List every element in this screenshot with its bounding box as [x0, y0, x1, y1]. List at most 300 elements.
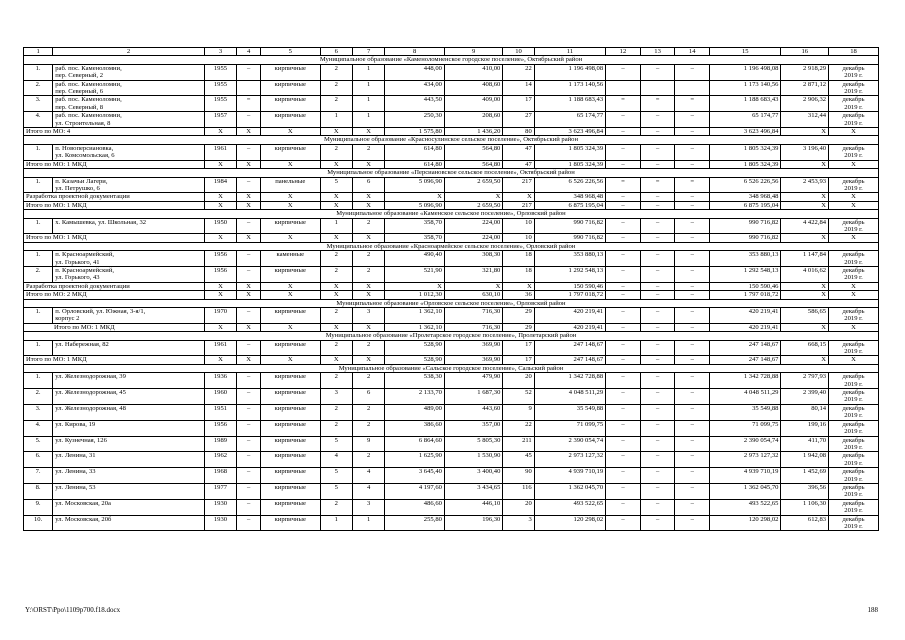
- building-cell: 4 048 511,29: [710, 389, 781, 405]
- building-cell: 1: [320, 515, 352, 531]
- municipality-title: Муниципальное образование «Красноармейское сельское поселение», Орловский район: [24, 242, 879, 250]
- building-cell: –: [640, 340, 675, 356]
- building-cell: 8.: [24, 483, 53, 499]
- building-cell: –: [237, 373, 261, 389]
- building-cell: 1: [352, 96, 384, 112]
- building-cell: 1 196 498,08: [534, 64, 605, 80]
- building-cell: 1 687,30: [444, 389, 502, 405]
- building-cell: декабрь 2019 г.: [829, 420, 879, 436]
- total-cell: –: [606, 201, 641, 209]
- municipality-header-row: [24, 242, 879, 250]
- building-cell: 1955: [204, 64, 236, 80]
- total-cell: 1 362,10: [385, 323, 445, 331]
- total-cell: X: [204, 234, 236, 242]
- total-cell: X: [260, 201, 320, 209]
- total-cell: X: [237, 282, 261, 290]
- building-cell: 18: [503, 266, 534, 282]
- total-cell: X: [352, 291, 384, 299]
- building-cell: ул. Кузнечная, 126: [53, 436, 205, 452]
- building-cell: 1.: [24, 373, 53, 389]
- total-cell: X: [260, 193, 320, 201]
- total-cell: X: [829, 282, 879, 290]
- building-cell: 211: [503, 436, 534, 452]
- total-cell: 29: [503, 323, 534, 331]
- total-cell: X: [260, 356, 320, 364]
- total-cell: X: [781, 323, 829, 331]
- building-cell: –: [237, 308, 261, 324]
- building-cell: 2: [320, 340, 352, 356]
- total-cell: X: [781, 193, 829, 201]
- building-cell: –: [640, 266, 675, 282]
- municipality-title: Муниципальное образование «Пролетарское городское поселение», Пролетарский район: [24, 332, 879, 340]
- building-cell: декабрь 2019 г.: [829, 404, 879, 420]
- column-number-cell: 11: [534, 48, 605, 56]
- building-cell: 1957: [204, 112, 236, 128]
- total-cell: X: [320, 323, 352, 331]
- building-row: [24, 468, 879, 484]
- building-cell: п. Красноармейский, ул. Горького, 41: [53, 251, 205, 267]
- building-cell: 4: [320, 452, 352, 468]
- building-cell: 1.: [24, 144, 53, 160]
- building-cell: 434,00: [385, 80, 445, 96]
- building-cell: 2.: [24, 266, 53, 282]
- total-cell: X: [204, 356, 236, 364]
- building-cell: –: [606, 218, 641, 234]
- building-cell: кирпичные: [260, 452, 320, 468]
- building-cell: 35 549,88: [534, 404, 605, 420]
- total-cell: 564,80: [444, 160, 502, 168]
- building-cell: –: [237, 266, 261, 282]
- building-row: [24, 251, 879, 267]
- building-cell: 411,70: [781, 436, 829, 452]
- municipality-header-row: [24, 210, 879, 218]
- total-cell: –: [675, 282, 710, 290]
- total-cell: X: [781, 201, 829, 209]
- building-cell: 1 805 324,39: [710, 144, 781, 160]
- building-cell: 5: [320, 177, 352, 193]
- building-cell: 80,14: [781, 404, 829, 420]
- building-cell: 410,00: [444, 64, 502, 80]
- total-cell: X: [204, 193, 236, 201]
- total-cell: 150 590,46: [534, 282, 605, 290]
- building-cell: –: [675, 452, 710, 468]
- building-cell: 2.: [24, 80, 53, 96]
- total-cell: 614,80: [385, 160, 445, 168]
- building-cell: [640, 80, 675, 96]
- column-number-cell: 6: [320, 48, 352, 56]
- municipality-header-row: [24, 299, 879, 307]
- building-cell: 2: [352, 251, 384, 267]
- total-cell: –: [675, 160, 710, 168]
- total-cell: X: [320, 234, 352, 242]
- building-cell: 247 148,67: [534, 340, 605, 356]
- building-cell: 4 048 511,29: [534, 389, 605, 405]
- total-cell: 47: [503, 160, 534, 168]
- building-cell: 1968: [204, 468, 236, 484]
- building-cell: кирпичные: [260, 112, 320, 128]
- building-cell: –: [640, 452, 675, 468]
- building-cell: –: [675, 218, 710, 234]
- total-cell: –: [606, 282, 641, 290]
- total-cell: X: [444, 282, 502, 290]
- building-cell: –: [606, 389, 641, 405]
- building-cell: 1 188 683,43: [710, 96, 781, 112]
- building-cell: 2 390 054,74: [534, 436, 605, 452]
- building-cell: 353 880,13: [710, 251, 781, 267]
- building-cell: 9: [352, 436, 384, 452]
- building-row: [24, 499, 879, 515]
- building-cell: 4 939 710,19: [534, 468, 605, 484]
- municipality-title: Муниципальное образование «Красносулинское сельское поселение», Октябрьский район: [24, 136, 879, 144]
- total-row: [24, 282, 879, 290]
- building-cell: 353 880,13: [534, 251, 605, 267]
- building-cell: 2 797,93: [781, 373, 829, 389]
- total-cell: X: [204, 282, 236, 290]
- building-cell: [237, 80, 261, 96]
- municipality-header-row: [24, 364, 879, 372]
- building-cell: –: [675, 64, 710, 80]
- total-cell: 420 219,41: [710, 323, 781, 331]
- building-cell: 1970: [204, 308, 236, 324]
- building-cell: 1 292 548,13: [534, 266, 605, 282]
- building-cell: –: [606, 468, 641, 484]
- building-cell: –: [237, 112, 261, 128]
- building-cell: 1950: [204, 218, 236, 234]
- total-cell: X: [352, 282, 384, 290]
- total-cell: X: [237, 323, 261, 331]
- building-cell: 2 918,29: [781, 64, 829, 80]
- total-cell: X: [260, 291, 320, 299]
- building-cell: =: [640, 96, 675, 112]
- building-cell: 2: [320, 64, 352, 80]
- building-cell: 443,60: [444, 404, 502, 420]
- total-cell: –: [640, 323, 675, 331]
- building-cell: 120 298,02: [710, 515, 781, 531]
- total-cell: 1 797 018,72: [710, 291, 781, 299]
- total-cell: –: [606, 160, 641, 168]
- total-cell: –: [640, 193, 675, 201]
- total-cell: X: [352, 128, 384, 136]
- building-cell: кирпичные: [260, 420, 320, 436]
- municipality-header-row: [24, 56, 879, 64]
- building-cell: –: [640, 468, 675, 484]
- building-row: [24, 266, 879, 282]
- building-cell: –: [237, 452, 261, 468]
- building-cell: 538,30: [385, 373, 445, 389]
- total-cell: X: [237, 356, 261, 364]
- total-cell: X: [204, 291, 236, 299]
- column-number-cell: 13: [640, 48, 675, 56]
- building-cell: =: [606, 96, 641, 112]
- building-cell: 196,30: [444, 515, 502, 531]
- total-cell: X: [352, 234, 384, 242]
- building-cell: 2: [320, 80, 352, 96]
- building-cell: 396,56: [781, 483, 829, 499]
- building-cell: 2: [352, 266, 384, 282]
- building-cell: кирпичные: [260, 483, 320, 499]
- total-cell: X: [204, 323, 236, 331]
- total-cell: X: [829, 234, 879, 242]
- building-cell: 22: [503, 420, 534, 436]
- building-cell: 2 871,12: [781, 80, 829, 96]
- building-cell: 224,00: [444, 218, 502, 234]
- building-cell: –: [606, 64, 641, 80]
- building-row: [24, 452, 879, 468]
- total-cell: X: [352, 201, 384, 209]
- column-number-cell: 15: [710, 48, 781, 56]
- building-cell: 90: [503, 468, 534, 484]
- building-cell: –: [675, 251, 710, 267]
- building-cell: 5: [320, 483, 352, 499]
- building-cell: 2: [320, 404, 352, 420]
- building-cell: ул. Железнодорожная, 48: [53, 404, 205, 420]
- building-cell: –: [606, 452, 641, 468]
- building-cell: 1.: [24, 177, 53, 193]
- total-cell: 1 797 018,72: [534, 291, 605, 299]
- total-cell: 716,30: [444, 323, 502, 331]
- building-cell: 2 973 127,32: [534, 452, 605, 468]
- column-number-cell: 10: [503, 48, 534, 56]
- building-cell: кирпичные: [260, 266, 320, 282]
- building-cell: –: [640, 144, 675, 160]
- total-row: [24, 291, 879, 299]
- building-cell: 4.: [24, 112, 53, 128]
- building-cell: 1960: [204, 389, 236, 405]
- building-cell: кирпичные: [260, 468, 320, 484]
- building-cell: 1930: [204, 515, 236, 531]
- total-cell: X: [237, 128, 261, 136]
- building-cell: 2: [320, 96, 352, 112]
- building-cell: кирпичные: [260, 389, 320, 405]
- building-cell: 312,44: [781, 112, 829, 128]
- total-cell: –: [606, 356, 641, 364]
- building-cell: 1962: [204, 452, 236, 468]
- building-cell: 1 292 548,13: [710, 266, 781, 282]
- building-cell: 3.: [24, 96, 53, 112]
- building-cell: 2: [320, 251, 352, 267]
- building-cell: –: [237, 436, 261, 452]
- building-cell: 1977: [204, 483, 236, 499]
- building-cell: 5: [320, 436, 352, 452]
- building-cell: =: [640, 177, 675, 193]
- municipality-header-row: [24, 332, 879, 340]
- building-cell: 47: [503, 144, 534, 160]
- total-cell: 990 716,82: [534, 234, 605, 242]
- building-cell: =: [606, 177, 641, 193]
- total-cell: –: [675, 323, 710, 331]
- column-number-cell: 8: [385, 48, 445, 56]
- total-cell: X: [237, 193, 261, 201]
- building-cell: –: [237, 218, 261, 234]
- total-cell: 1 012,30: [385, 291, 445, 299]
- building-cell: ул. Ленина, 53: [53, 483, 205, 499]
- total-cell: 150 590,46: [710, 282, 781, 290]
- building-cell: 255,80: [385, 515, 445, 531]
- total-cell: X: [260, 234, 320, 242]
- total-cell: –: [606, 234, 641, 242]
- building-cell: п. Казачьи Лагери, ул. Петрушко, 6: [53, 177, 205, 193]
- building-cell: –: [640, 308, 675, 324]
- total-label: Итого по МО: 1 МКД: [24, 234, 205, 242]
- total-cell: X: [320, 193, 352, 201]
- building-cell: –: [606, 515, 641, 531]
- building-cell: декабрь 2019 г.: [829, 266, 879, 282]
- total-cell: 224,00: [444, 234, 502, 242]
- building-cell: 1 362 045,70: [710, 483, 781, 499]
- building-cell: декабрь 2019 г.: [829, 64, 879, 80]
- building-cell: 1 362,10: [385, 308, 445, 324]
- building-cell: –: [675, 499, 710, 515]
- building-cell: 7.: [24, 468, 53, 484]
- building-cell: 1: [320, 218, 352, 234]
- total-cell: X: [781, 128, 829, 136]
- total-cell: –: [675, 234, 710, 242]
- building-cell: 5 805,30: [444, 436, 502, 452]
- total-cell: X: [781, 160, 829, 168]
- total-label: Итого по МО: 1 МКД: [24, 356, 205, 364]
- total-cell: –: [675, 128, 710, 136]
- building-cell: –: [675, 468, 710, 484]
- building-cell: 1: [320, 112, 352, 128]
- total-row: [24, 201, 879, 209]
- building-cell: 2 906,32: [781, 96, 829, 112]
- building-cell: –: [640, 515, 675, 531]
- building-cell: –: [640, 218, 675, 234]
- page-number: 188: [867, 606, 878, 614]
- building-cell: кирпичные: [260, 404, 320, 420]
- building-cell: 1.: [24, 64, 53, 80]
- building-cell: –: [606, 436, 641, 452]
- building-row: [24, 218, 879, 234]
- total-cell: X: [204, 160, 236, 168]
- total-cell: X: [829, 193, 879, 201]
- building-cell: –: [237, 499, 261, 515]
- total-cell: –: [640, 234, 675, 242]
- column-number-cell: 1: [24, 48, 53, 56]
- total-cell: 1 436,20: [444, 128, 502, 136]
- total-cell: 1 805 324,39: [534, 160, 605, 168]
- column-number-cell: 7: [352, 48, 384, 56]
- total-cell: X: [503, 282, 534, 290]
- building-cell: 3 434,65: [444, 483, 502, 499]
- total-cell: 420 219,41: [534, 323, 605, 331]
- building-cell: декабрь 2019 г.: [829, 468, 879, 484]
- building-cell: раб. пос. Каменоломни, пер. Северный, 8: [53, 96, 205, 112]
- building-cell: –: [237, 468, 261, 484]
- building-cell: 2: [320, 144, 352, 160]
- building-cell: 486,60: [385, 499, 445, 515]
- total-cell: X: [781, 282, 829, 290]
- building-cell: ул. Набережная, 82: [53, 340, 205, 356]
- building-cell: 2: [352, 420, 384, 436]
- building-cell: 489,00: [385, 404, 445, 420]
- building-cell: 521,90: [385, 266, 445, 282]
- building-row: [24, 112, 879, 128]
- building-cell: 2 133,70: [385, 389, 445, 405]
- total-cell: –: [606, 291, 641, 299]
- building-cell: декабрь 2019 г.: [829, 515, 879, 531]
- building-cell: 409,00: [444, 96, 502, 112]
- building-cell: ул. Железнодорожная, 39: [53, 373, 205, 389]
- building-cell: 17: [503, 96, 534, 112]
- building-cell: 17: [503, 340, 534, 356]
- building-cell: 1955: [204, 80, 236, 96]
- building-cell: –: [237, 389, 261, 405]
- building-cell: –: [640, 389, 675, 405]
- building-cell: 1 452,69: [781, 468, 829, 484]
- building-cell: 199,16: [781, 420, 829, 436]
- building-cell: 2: [352, 218, 384, 234]
- building-cell: 1930: [204, 499, 236, 515]
- total-cell: –: [606, 193, 641, 201]
- column-number-cell: 3: [204, 48, 236, 56]
- building-cell: кирпичные: [260, 436, 320, 452]
- building-cell: 1956: [204, 251, 236, 267]
- building-cell: –: [237, 404, 261, 420]
- building-cell: 357,00: [444, 420, 502, 436]
- building-cell: каменные: [260, 251, 320, 267]
- building-cell: –: [640, 251, 675, 267]
- total-cell: 528,90: [385, 356, 445, 364]
- building-cell: 1.: [24, 340, 53, 356]
- building-cell: 3 400,40: [444, 468, 502, 484]
- total-label: Итого по МО: 1 МКД: [24, 160, 205, 168]
- total-cell: –: [675, 356, 710, 364]
- building-cell: кирпичные: [260, 144, 320, 160]
- building-cell: –: [606, 308, 641, 324]
- building-cell: 20: [503, 499, 534, 515]
- building-cell: –: [606, 251, 641, 267]
- municipality-title: Муниципальное образование «Орловское сельское поселение», Орловский район: [24, 299, 879, 307]
- building-cell: 493 522,65: [710, 499, 781, 515]
- building-cell: кирпичные: [260, 80, 320, 96]
- total-cell: X: [829, 128, 879, 136]
- building-cell: 1961: [204, 340, 236, 356]
- building-row: [24, 483, 879, 499]
- building-cell: 1 530,90: [444, 452, 502, 468]
- building-cell: 247 148,67: [710, 340, 781, 356]
- housing-repair-table: [23, 47, 879, 531]
- total-label: Итого по МО: 4: [24, 128, 205, 136]
- total-cell: 17: [503, 356, 534, 364]
- municipality-title: Муниципальное образование «Персиановское сельское поселение», Октябрьский район: [24, 169, 879, 177]
- building-cell: 2 973 127,32: [710, 452, 781, 468]
- total-row: [24, 128, 879, 136]
- total-cell: 2 659,50: [444, 201, 502, 209]
- building-row: [24, 373, 879, 389]
- building-cell: декабрь 2019 г.: [829, 483, 879, 499]
- building-cell: 448,00: [385, 64, 445, 80]
- building-cell: 1: [352, 515, 384, 531]
- building-cell: –: [606, 373, 641, 389]
- building-cell: 2: [352, 452, 384, 468]
- building-cell: –: [675, 420, 710, 436]
- building-cell: –: [640, 404, 675, 420]
- building-cell: =: [675, 177, 710, 193]
- total-label: Итого по МО: 2 МКД: [24, 291, 205, 299]
- building-cell: –: [675, 389, 710, 405]
- column-number-cell: 14: [675, 48, 710, 56]
- total-cell: 348 968,48: [710, 193, 781, 201]
- building-cell: раб. пос. Каменоломни, пер. Северный, 2: [53, 64, 205, 80]
- building-cell: 1 147,84: [781, 251, 829, 267]
- building-cell: 614,80: [385, 144, 445, 160]
- building-row: [24, 404, 879, 420]
- total-cell: X: [320, 282, 352, 290]
- file-path: Y:\ORST\Ppo\1109p700.f18.docx: [25, 606, 121, 614]
- building-cell: декабрь 2019 г.: [829, 389, 879, 405]
- building-cell: раб. пос. Каменоломни, ул. Строительная, 8: [53, 112, 205, 128]
